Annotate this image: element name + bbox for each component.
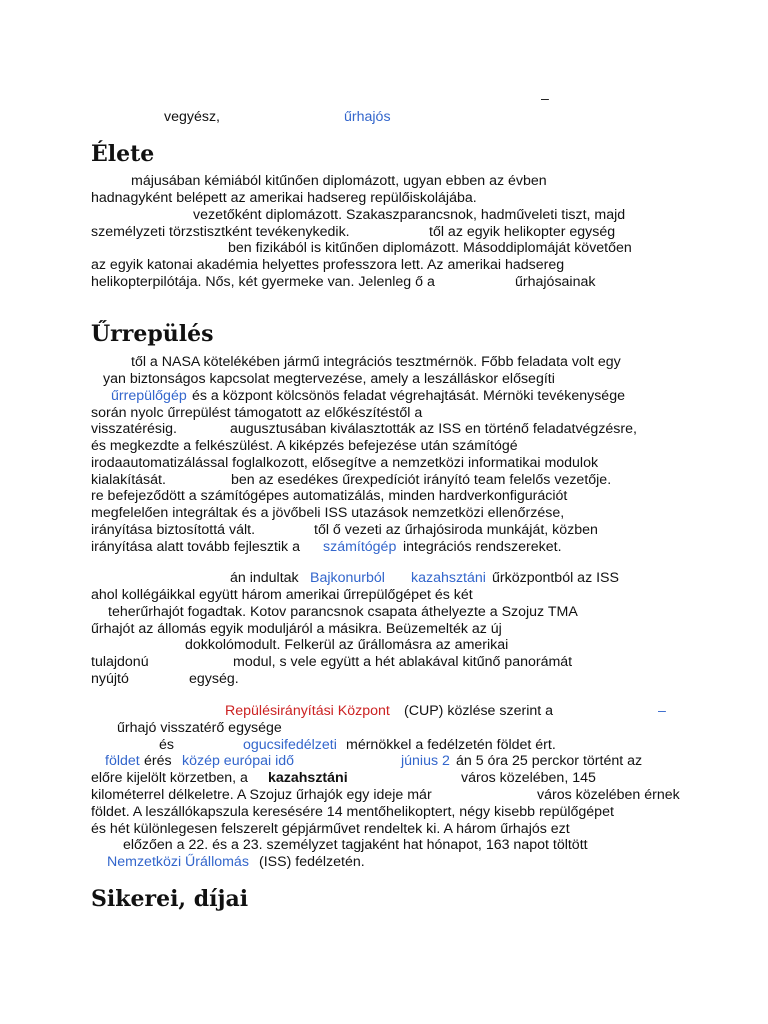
urrepules-line: visszatérésig. xyxy=(91,421,177,437)
header-dash: – xyxy=(541,91,549,107)
urrepules-line: re befejeződött a számítógépes automatizálás, minden hardverkonfigurációt xyxy=(91,488,568,504)
urrepules-line: kilométerrel délkeletre. A Szojuz űrhajók egy ideje már xyxy=(91,787,432,803)
elete-line: az egyik katonai akadémia helyettes professzora lett. Az amerikai hadsereg xyxy=(91,257,565,273)
urrepules-line: város közelében, 145 xyxy=(461,770,596,786)
section-heading-elete: Élete xyxy=(91,141,155,167)
urrepules-line: dokkolómodult. Felkerül az űrállomásra az amerikai xyxy=(185,637,509,653)
urrepules-line: mérnökkel a fedélzetén földet ért. xyxy=(346,737,556,753)
urrepules-line: érés xyxy=(144,753,172,769)
kazakh-bold: kazahsztáni xyxy=(268,770,348,786)
urrepules-line: irányítása biztosítottá vált. xyxy=(91,522,256,538)
urrepules-line: során nyolc űrrepülést támogatott az előkészítéstől a xyxy=(91,405,423,421)
urrepules-line: től ő vezeti az űrhajósiroda munkáját, közben xyxy=(314,522,598,538)
elete-line: ben fizikából is kitűnően diplomázott. Másoddiplomáját követően xyxy=(228,240,632,256)
urrepules-line: ahol kollégáikkal együtt három amerikai űrrepülőgépet és két xyxy=(91,587,473,603)
urrepules-line: űrhajót az állomás egyik moduljáról a másikra. Beüzemelték az új xyxy=(91,621,502,637)
urrepules-line: űrhajó visszatérő egysége xyxy=(117,720,282,736)
section-heading-urrepules: Űrrepülés xyxy=(91,321,214,347)
urrepules-line: és a központ kölcsönös feladat végrehajtását. Mérnöki tevékenysége xyxy=(192,388,625,404)
urrepules-line: űrközpontból az ISS xyxy=(492,570,619,586)
elete-line: vezetőként diplomázott. Szakaszparancsnok, hadműveleti tiszt, majd xyxy=(193,207,626,223)
urrepules-line: modul, s vele együtt a hét ablakával kitűnő panorámát xyxy=(233,654,573,670)
dash-link[interactable]: – xyxy=(658,703,666,719)
urrepules-line: nyújtó xyxy=(91,671,129,687)
elete-line: től az egyik helikopter egység xyxy=(429,224,616,240)
urrepules-line: augusztusában kiválasztották az ISS en történő feladatvégzésre, xyxy=(230,421,637,437)
elete-line: helikopterpilótája. Nős, két gyermeke van. Jelenleg ő a xyxy=(91,274,435,290)
elete-line: májusában kémiából kitűnően diplomázott, ugyan ebben az évben xyxy=(131,173,547,189)
urrepules-line: megfelelően integráltak és a jövőbeli ISS utazások nemzetközi ellenőrzése, xyxy=(91,505,565,521)
urrepules-line: irányítása alatt tovább fejlesztik a xyxy=(91,539,300,555)
june-2-link[interactable]: június 2 xyxy=(401,753,450,769)
urrepules-line: teherűrhajót fogadtak. Kotov parancsnok csapata áthelyezte a Szojuz TMA xyxy=(108,604,578,620)
space-shuttle-link[interactable]: űrrepülőgép xyxy=(111,388,187,404)
baikonur-link[interactable]: Bajkonurból xyxy=(310,570,385,586)
urrepules-line: (ISS) fedélzetén. xyxy=(259,854,365,870)
urrepules-line: ben az esedékes űrexpedíciót irányító team felelős vezetője. xyxy=(231,472,612,488)
urrepules-line: irodaautomatizálással foglalkozott, elősegítve a nemzetközi informatikai modulok xyxy=(91,455,599,471)
flight-engineer-link[interactable]: ogucsifedélzeti xyxy=(243,737,337,753)
urrepules-line: integrációs rendszereket. xyxy=(403,539,562,555)
urrepules-line: yan biztonságos kapcsolat megtervezése, amely a leszálláskor elősegíti xyxy=(103,371,555,387)
occupation-text: vegyész, xyxy=(164,109,220,125)
urrepules-line: és xyxy=(159,737,174,753)
kazakh-link[interactable]: kazahsztáni xyxy=(411,570,486,586)
urrepules-line: és megkezdte a felkészülést. A kiképzés befejezése után számítógé xyxy=(91,438,518,454)
urrepules-line: kialakítását. xyxy=(91,472,166,488)
elete-line: személyzeti törzstisztként tevékenykedik. xyxy=(91,224,350,240)
urrepules-line: től a NASA kötelékében jármű integrációs tesztmérnök. Főbb feladata volt egy xyxy=(131,354,621,370)
elete-line: hadnagyként belépett az amerikai hadsereg repülőiskolájába. xyxy=(91,190,477,206)
urrepules-line: án indultak xyxy=(230,570,299,586)
flight-control-center-link[interactable]: Repülésirányítási Központ xyxy=(225,703,390,719)
urrepules-line: tulajdonú xyxy=(91,654,149,670)
cet-link[interactable]: közép európai idő xyxy=(182,753,295,769)
urrepules-line: és hét különlegesen felszerelt gépjárművet rendeltek ki. A három űrhajós ezt xyxy=(91,821,570,837)
iss-link[interactable]: Nemzetközi Űrállomás xyxy=(107,854,249,870)
computer-link[interactable]: számítógép xyxy=(323,539,397,555)
urrepules-line: előzően a 22. és a 23. személyzet tagjaként hat hónapot, 163 napot töltött xyxy=(123,837,588,853)
astronaut-link[interactable]: űrhajós xyxy=(344,109,391,125)
landing-link[interactable]: földet xyxy=(105,753,140,769)
section-heading-sikerei: Sikerei, díjai xyxy=(91,886,249,912)
elete-line: űrhajósainak xyxy=(515,274,596,290)
urrepules-line: város közelében érnek xyxy=(537,787,680,803)
urrepules-line: egység. xyxy=(189,671,239,687)
urrepules-line: előre kijelölt körzetben, a xyxy=(91,770,248,786)
urrepules-line: (CUP) közlése szerint a xyxy=(404,703,554,719)
urrepules-line: földet. A leszállókapszula keresésére 14 mentőhelikoptert, négy kisebb repülőgépet xyxy=(91,804,614,820)
urrepules-line: án 5 óra 25 perckor történt az xyxy=(456,753,643,769)
